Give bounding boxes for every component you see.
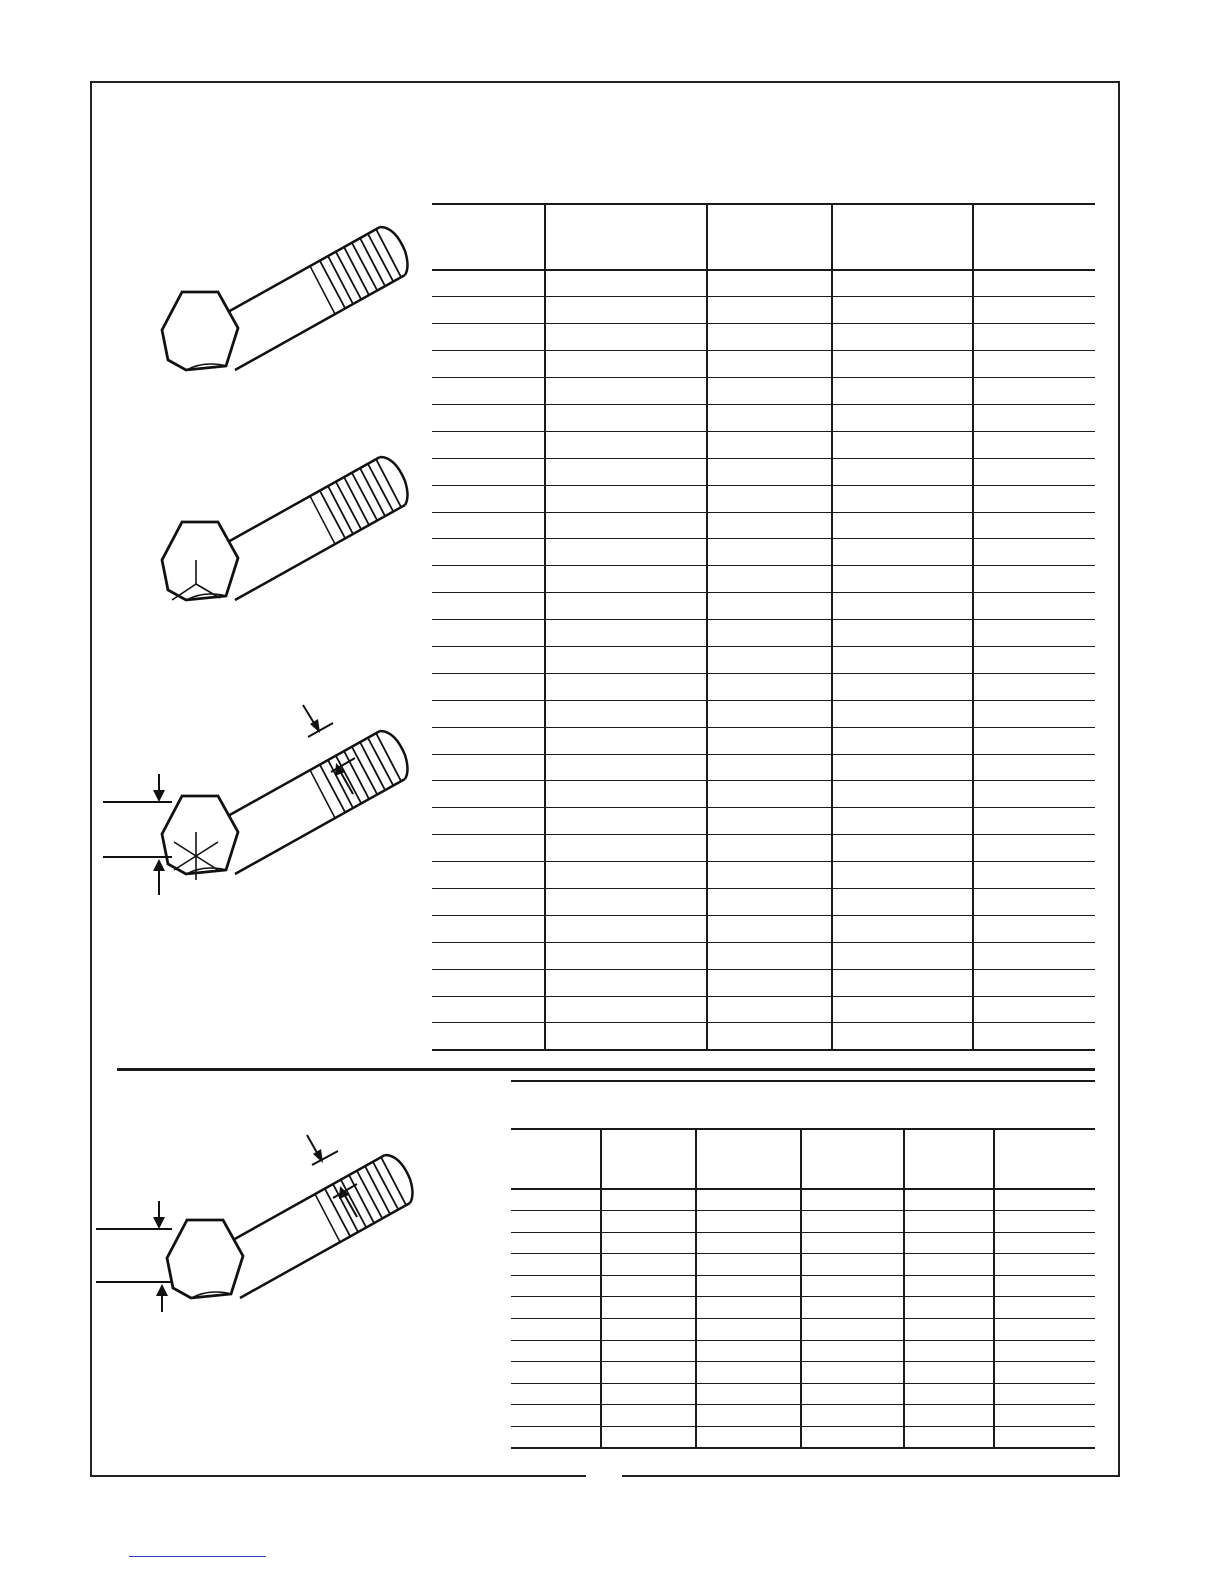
table-cell: [696, 1189, 801, 1211]
table-cell: [696, 1297, 801, 1319]
table-cell: [832, 351, 973, 378]
table-cell: [707, 754, 832, 781]
table-cell: [707, 485, 832, 512]
column-header: [601, 1129, 696, 1189]
table-row: [432, 378, 1095, 405]
table-cell: [832, 297, 973, 324]
table-cell: [973, 485, 1095, 512]
table-cell: [973, 835, 1095, 862]
table-cell: [707, 700, 832, 727]
table-row: [432, 781, 1095, 808]
table-cell: [707, 620, 832, 647]
bolt-2-hex-bolt-3-radial-lines-icon: [162, 457, 408, 600]
table-cell: [545, 646, 707, 673]
table-cell: [545, 727, 707, 754]
table-cell: [832, 324, 973, 351]
table-cell: [707, 297, 832, 324]
table-row: [511, 1383, 1095, 1405]
table-cell: [432, 351, 545, 378]
table-header-row: [511, 1129, 1095, 1189]
table-cell: [601, 1232, 696, 1254]
bolt-1-hex-bolt-plain-head-icon: [162, 227, 408, 370]
table-cell: [545, 808, 707, 835]
table-cell: [994, 1340, 1095, 1362]
table-cell: [696, 1405, 801, 1427]
column-header: [545, 204, 707, 270]
table-cell: [973, 781, 1095, 808]
table-cell: [832, 593, 973, 620]
table-cell: [432, 485, 545, 512]
table-cell: [832, 862, 973, 889]
table-cell: [696, 1427, 801, 1449]
table-cell: [707, 1023, 832, 1050]
table-cell: [707, 808, 832, 835]
column-header: [696, 1129, 801, 1189]
table-cell: [707, 566, 832, 593]
table-cell: [432, 404, 545, 431]
table-cell: [973, 593, 1095, 620]
table-cell: [432, 754, 545, 781]
table-cell: [973, 324, 1095, 351]
table-cell: [696, 1362, 801, 1384]
table-cell: [511, 1232, 601, 1254]
table-row: [432, 324, 1095, 351]
table-row: [432, 835, 1095, 862]
table-row: [511, 1427, 1095, 1449]
table-cell: [545, 485, 707, 512]
table-cell: [601, 1340, 696, 1362]
table-cell: [973, 620, 1095, 647]
table-cell: [801, 1319, 904, 1341]
table-cell: [432, 378, 545, 405]
table-cell: [994, 1362, 1095, 1384]
table-cell: [707, 727, 832, 754]
table-cell: [545, 620, 707, 647]
table-cell: [707, 593, 832, 620]
table-cell: [545, 754, 707, 781]
table-cell: [994, 1405, 1095, 1427]
table-cell: [545, 539, 707, 566]
table-cell: [801, 1232, 904, 1254]
table-cell: [832, 646, 973, 673]
table-cell: [904, 1254, 994, 1276]
table-cell: [545, 969, 707, 996]
column-header: [904, 1129, 994, 1189]
bottom-link-underline[interactable]: [129, 1556, 266, 1557]
table-cell: [707, 512, 832, 539]
column-header: [832, 204, 973, 270]
table-cell: [973, 404, 1095, 431]
table-cell: [832, 835, 973, 862]
table-cell: [432, 270, 545, 297]
table-row: [432, 646, 1095, 673]
table-cell: [511, 1383, 601, 1405]
table-header-row: [432, 204, 1095, 270]
table-cell: [973, 996, 1095, 1023]
table-cell: [707, 270, 832, 297]
table-cell: [545, 566, 707, 593]
table-cell: [601, 1254, 696, 1276]
table-cell: [973, 808, 1095, 835]
table-cell: [432, 566, 545, 593]
table-cell: [994, 1189, 1095, 1211]
table-cell: [511, 1254, 601, 1276]
table-cell: [973, 727, 1095, 754]
table-cell: [511, 1189, 601, 1211]
table-cell: [707, 835, 832, 862]
table-cell: [973, 378, 1095, 405]
table-cell: [994, 1232, 1095, 1254]
table-cell: [707, 378, 832, 405]
table-cell: [801, 1427, 904, 1449]
table-row: [432, 808, 1095, 835]
table-cell: [801, 1254, 904, 1276]
table-cell: [511, 1319, 601, 1341]
table-row: [432, 458, 1095, 485]
table-cell: [601, 1211, 696, 1233]
table-cell: [801, 1405, 904, 1427]
table-cell: [832, 512, 973, 539]
table-cell: [707, 781, 832, 808]
table-cell: [432, 431, 545, 458]
metric-table-title-rule: [511, 1080, 1095, 1082]
table-cell: [545, 431, 707, 458]
table-cell: [832, 754, 973, 781]
table-cell: [511, 1297, 601, 1319]
table-row: [432, 512, 1095, 539]
table-cell: [707, 351, 832, 378]
table-cell: [832, 404, 973, 431]
table-cell: [511, 1427, 601, 1449]
column-header: [511, 1129, 601, 1189]
table-cell: [973, 673, 1095, 700]
grade-torque-table: [432, 203, 1095, 1051]
table-row: [432, 566, 1095, 593]
table-cell: [832, 781, 973, 808]
table-cell: [801, 1297, 904, 1319]
table-cell: [545, 673, 707, 700]
table-row: [432, 404, 1095, 431]
table-cell: [707, 458, 832, 485]
table-cell: [432, 727, 545, 754]
table-cell: [973, 458, 1095, 485]
table-cell: [511, 1362, 601, 1384]
table-cell: [707, 324, 832, 351]
table-cell: [801, 1362, 904, 1384]
table-row: [432, 888, 1095, 915]
table-cell: [973, 646, 1095, 673]
table-cell: [994, 1427, 1095, 1449]
table-cell: [707, 431, 832, 458]
table-cell: [973, 888, 1095, 915]
table-cell: [973, 539, 1095, 566]
table-cell: [545, 378, 707, 405]
table-cell: [832, 566, 973, 593]
table-cell: [601, 1319, 696, 1341]
table-cell: [832, 378, 973, 405]
table-row: [432, 996, 1095, 1023]
table-cell: [601, 1362, 696, 1384]
table-cell: [904, 1189, 994, 1211]
table-cell: [511, 1405, 601, 1427]
table-cell: [511, 1340, 601, 1362]
table-cell: [707, 862, 832, 889]
table-cell: [432, 297, 545, 324]
table-row: [511, 1319, 1095, 1341]
table-cell: [432, 888, 545, 915]
table-cell: [511, 1211, 601, 1233]
table-row: [511, 1275, 1095, 1297]
table-cell: [601, 1405, 696, 1427]
table-cell: [973, 431, 1095, 458]
table-row: [432, 862, 1095, 889]
table-row: [432, 351, 1095, 378]
table-cell: [904, 1340, 994, 1362]
table-cell: [432, 700, 545, 727]
table-cell: [432, 942, 545, 969]
table-row: [432, 270, 1095, 297]
table-cell: [832, 673, 973, 700]
table-cell: [801, 1340, 904, 1362]
table-row: [432, 431, 1095, 458]
table-cell: [432, 1023, 545, 1050]
table-cell: [545, 512, 707, 539]
table-cell: [832, 485, 973, 512]
table-cell: [545, 781, 707, 808]
table-cell: [973, 297, 1095, 324]
table-row: [432, 297, 1095, 324]
table-cell: [432, 915, 545, 942]
table-cell: [994, 1275, 1095, 1297]
table-cell: [973, 512, 1095, 539]
column-header: [432, 204, 545, 270]
table-cell: [601, 1297, 696, 1319]
table-cell: [994, 1254, 1095, 1276]
table-cell: [545, 270, 707, 297]
table-cell: [832, 1023, 973, 1050]
table-cell: [904, 1319, 994, 1341]
table-row: [511, 1211, 1095, 1233]
table-cell: [973, 700, 1095, 727]
table-cell: [832, 888, 973, 915]
table-cell: [432, 593, 545, 620]
table-cell: [973, 1023, 1095, 1050]
table-cell: [973, 351, 1095, 378]
table-row: [511, 1232, 1095, 1254]
table-row: [432, 485, 1095, 512]
table-cell: [432, 512, 545, 539]
table-row: [432, 673, 1095, 700]
table-cell: [707, 673, 832, 700]
metric-torque-table: [511, 1128, 1095, 1449]
table-row: [432, 1023, 1095, 1050]
table-cell: [545, 915, 707, 942]
table-cell: [973, 862, 1095, 889]
table-cell: [696, 1319, 801, 1341]
bolt-4-hex-bolt-metric-icon: [96, 1135, 413, 1312]
table-cell: [904, 1383, 994, 1405]
table-cell: [994, 1211, 1095, 1233]
table-cell: [973, 942, 1095, 969]
table-row: [432, 700, 1095, 727]
table-cell: [832, 620, 973, 647]
table-cell: [545, 700, 707, 727]
table-cell: [973, 754, 1095, 781]
table-cell: [904, 1211, 994, 1233]
table-cell: [545, 458, 707, 485]
column-header: [801, 1129, 904, 1189]
table-cell: [832, 915, 973, 942]
table-cell: [832, 969, 973, 996]
table-cell: [601, 1383, 696, 1405]
table-cell: [432, 862, 545, 889]
section-divider: [117, 1068, 1095, 1071]
table-cell: [432, 324, 545, 351]
table-cell: [707, 404, 832, 431]
table-row: [511, 1405, 1095, 1427]
table-cell: [904, 1427, 994, 1449]
table-cell: [545, 888, 707, 915]
table-row: [511, 1254, 1095, 1276]
table-cell: [545, 351, 707, 378]
column-header: [994, 1129, 1095, 1189]
table-cell: [707, 539, 832, 566]
table-row: [432, 942, 1095, 969]
table-cell: [545, 1023, 707, 1050]
table-cell: [801, 1189, 904, 1211]
table-cell: [973, 270, 1095, 297]
table-cell: [904, 1232, 994, 1254]
table-row: [432, 593, 1095, 620]
table-row: [432, 754, 1095, 781]
table-cell: [904, 1297, 994, 1319]
table-row: [432, 969, 1095, 996]
table-cell: [601, 1427, 696, 1449]
table-cell: [707, 915, 832, 942]
table-cell: [904, 1362, 994, 1384]
table-cell: [973, 566, 1095, 593]
table-cell: [545, 835, 707, 862]
column-header: [973, 204, 1095, 270]
table-cell: [832, 808, 973, 835]
table-cell: [904, 1405, 994, 1427]
table-cell: [432, 539, 545, 566]
table-cell: [832, 700, 973, 727]
table-cell: [545, 996, 707, 1023]
table-cell: [832, 431, 973, 458]
table-cell: [904, 1275, 994, 1297]
table-row: [511, 1340, 1095, 1362]
table-cell: [545, 404, 707, 431]
table-cell: [994, 1297, 1095, 1319]
table-cell: [832, 727, 973, 754]
table-cell: [545, 297, 707, 324]
table-cell: [432, 996, 545, 1023]
table-cell: [832, 458, 973, 485]
table-cell: [994, 1319, 1095, 1341]
table-cell: [545, 862, 707, 889]
table-cell: [832, 270, 973, 297]
table-cell: [707, 996, 832, 1023]
table-cell: [432, 969, 545, 996]
table-cell: [973, 969, 1095, 996]
table-cell: [696, 1232, 801, 1254]
table-cell: [432, 458, 545, 485]
table-cell: [601, 1275, 696, 1297]
table-row: [432, 620, 1095, 647]
table-cell: [545, 593, 707, 620]
table-cell: [432, 781, 545, 808]
table-cell: [432, 835, 545, 862]
table-cell: [994, 1383, 1095, 1405]
table-row: [511, 1362, 1095, 1384]
table-cell: [832, 539, 973, 566]
table-cell: [801, 1383, 904, 1405]
column-header: [707, 204, 832, 270]
table-cell: [696, 1275, 801, 1297]
table-cell: [432, 620, 545, 647]
table-cell: [545, 324, 707, 351]
table-cell: [696, 1383, 801, 1405]
bolt-3-hex-bolt-6-radial-lines-icon: [103, 705, 408, 895]
table-cell: [601, 1189, 696, 1211]
table-cell: [432, 808, 545, 835]
table-cell: [432, 673, 545, 700]
table-cell: [707, 646, 832, 673]
table-row: [511, 1297, 1095, 1319]
table-cell: [432, 646, 545, 673]
table-cell: [696, 1254, 801, 1276]
table-cell: [801, 1275, 904, 1297]
table-cell: [511, 1275, 601, 1297]
table-row: [432, 539, 1095, 566]
table-cell: [545, 942, 707, 969]
table-cell: [696, 1211, 801, 1233]
table-cell: [801, 1211, 904, 1233]
table-cell: [707, 942, 832, 969]
table-cell: [707, 888, 832, 915]
table-cell: [973, 915, 1095, 942]
table-row: [432, 727, 1095, 754]
table-cell: [707, 969, 832, 996]
table-cell: [832, 942, 973, 969]
table-cell: [696, 1340, 801, 1362]
table-row: [432, 915, 1095, 942]
table-cell: [832, 996, 973, 1023]
table-row: [511, 1189, 1095, 1211]
